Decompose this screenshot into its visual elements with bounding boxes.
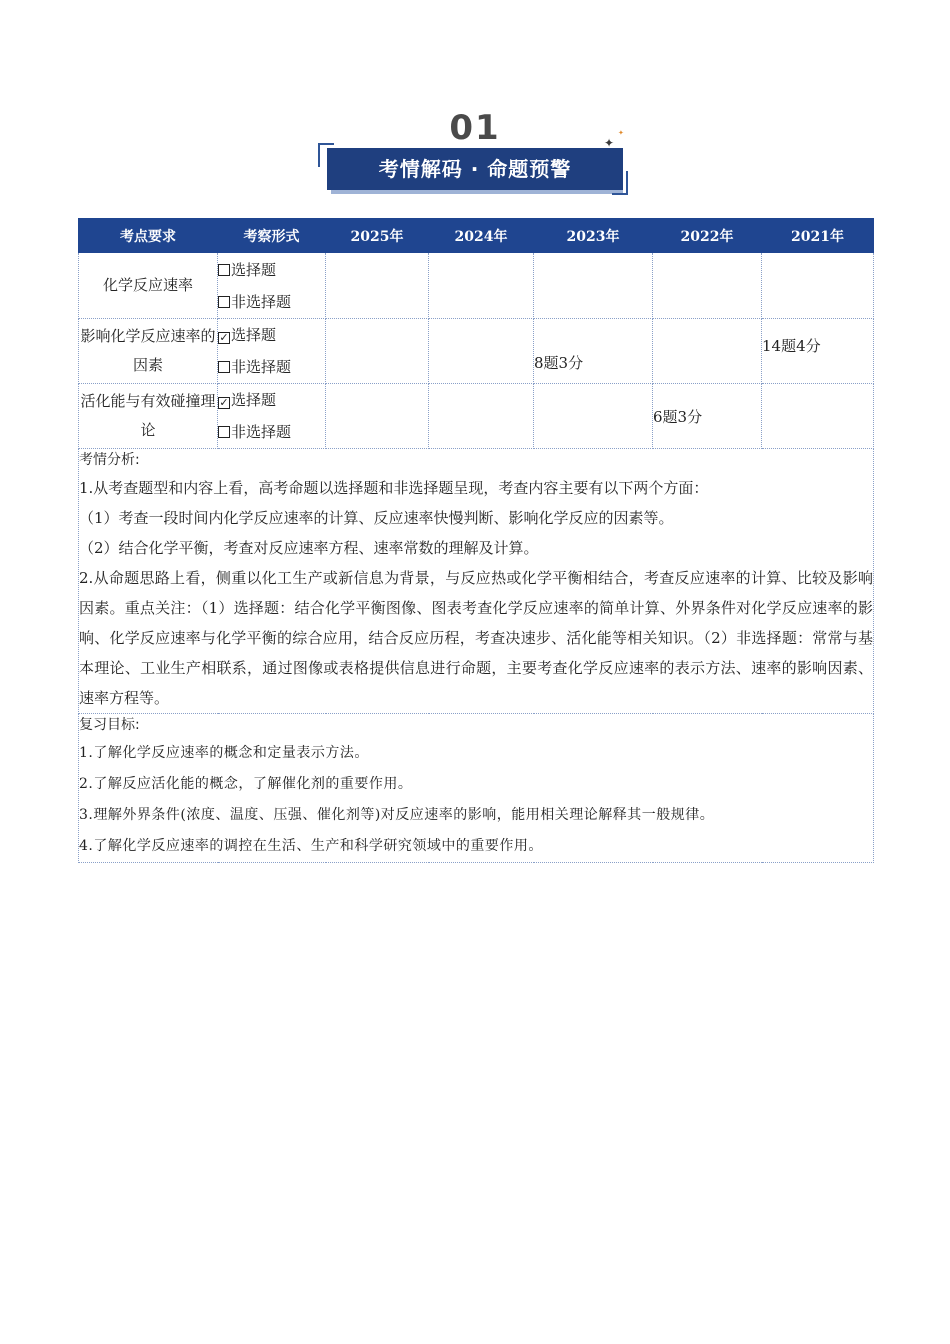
score-text: 8题3分 (534, 354, 584, 372)
topic-cell: 活化能与有效碰撞理论 (79, 384, 218, 449)
year-2022-cell (653, 319, 762, 384)
review-item: 2.了解反应活化能的概念，了解催化剂的重要作用。 (79, 776, 413, 792)
option-choice (218, 384, 325, 416)
topic-cell: 影响化学反应速率的因素 (79, 319, 218, 384)
year-2022-cell (653, 253, 762, 319)
topic-cell: 化学反应速率 (79, 253, 218, 319)
table-row (79, 319, 874, 384)
option-label: 选择题 (231, 260, 277, 279)
checkbox-icon (218, 296, 230, 308)
column-header: 考察形式 (218, 219, 326, 253)
sparkle-icon: ✦ (604, 136, 615, 150)
analysis-paragraph: 1.从考查题型和内容上看，高考命题以选择题和非选择题呈现，考查内容主要有以下两个方面： (79, 479, 709, 497)
column-header: 考点要求 (79, 219, 218, 253)
year-2023-cell (534, 253, 653, 319)
review-heading: 复习目标: (79, 717, 140, 733)
option-label: 选择题 (231, 326, 277, 344)
analysis-paragraph: 2.从命题思路上看，侧重以化工生产或新信息为背景，与反应热或化学平衡相结合，考查反应速率的计算、比较及影响因素。重点关注：（1）选择题：结合化学平衡图像、图表考查化学反应速率的简单计算、外界条件对化学反应速率的影响、化学反应速率与化学平衡的综合应用，结合反应历程，考查决速步、活化能等相关知识。（2）非选择题：常常与基本理论、工业生产相联系，通过图像或表格提供信息进行命题，主要考查化学反应速率的表示方法、速率的影响因素、速率方程等。 (79, 569, 873, 707)
checkbox-checked-icon: ✓ (219, 396, 229, 409)
option-label: 非选择题 (231, 423, 292, 441)
year-2024-cell (429, 384, 534, 449)
option-label: 非选择题 (231, 358, 292, 376)
review-item: 3.理解外界条件(浓度、温度、压强、催化剂等)对反应速率的影响，能用相关理论解释其一般规律。 (79, 807, 715, 823)
option-non-choice (218, 286, 325, 318)
review-cell (79, 714, 874, 863)
checkbox-icon (218, 264, 230, 276)
checkbox-icon (218, 426, 230, 438)
table-row (79, 253, 874, 319)
checkbox-checked-icon: ✓ (219, 331, 229, 344)
column-header: 2024年 (429, 219, 534, 253)
score-text: 14题4分 (762, 337, 821, 355)
form-cell (218, 319, 326, 384)
analysis-row (79, 449, 874, 714)
review-item: 4.了解化学反应速率的调控在生活、生产和科学研究领域中的重要作用。 (79, 838, 543, 854)
option-non-choice (218, 351, 325, 383)
column-header: 2021年 (762, 219, 874, 253)
exam-analysis-table (78, 218, 874, 863)
column-header: 2023年 (534, 219, 653, 253)
table-row (79, 384, 874, 449)
option-choice (218, 319, 325, 351)
option-label: 选择题 (231, 391, 277, 409)
year-2023-cell (534, 384, 653, 449)
analysis-heading: 考情分析: (79, 452, 140, 468)
table-header-row (79, 219, 874, 253)
analysis-cell (79, 449, 874, 714)
year-2021-cell (762, 253, 874, 319)
year-2025-cell (326, 319, 429, 384)
section-number: 01 (449, 108, 501, 148)
column-header: 2022年 (653, 219, 762, 253)
year-2021-cell (762, 319, 874, 384)
analysis-paragraph: （2）结合化学平衡，考查对反应速率方程、速率常数的理解及计算。 (79, 539, 539, 557)
option-label: 非选择题 (231, 292, 292, 311)
year-2022-cell: 6题3分 (653, 384, 762, 449)
checkbox-icon (218, 361, 230, 373)
form-cell (218, 384, 326, 449)
option-choice (218, 254, 325, 286)
review-item: 1.了解化学反应速率的概念和定量表示方法。 (79, 745, 369, 761)
option-non-choice (218, 416, 325, 448)
year-2021-cell (762, 384, 874, 449)
year-2025-cell (326, 384, 429, 449)
year-2025-cell (326, 253, 429, 319)
section-title: 考情解码 · 命题预警 (378, 157, 572, 181)
year-2023-cell (534, 319, 653, 384)
year-2024-cell (429, 319, 534, 384)
review-row (79, 714, 874, 863)
year-2024-cell (429, 253, 534, 319)
sparkle-small-icon: ✦ (618, 129, 624, 137)
column-header: 2025年 (326, 219, 429, 253)
analysis-paragraph: （1）考查一段时间内化学反应速率的计算、反应速率快慢判断、影响化学反应的因素等。 (79, 509, 674, 527)
form-cell (218, 253, 326, 319)
